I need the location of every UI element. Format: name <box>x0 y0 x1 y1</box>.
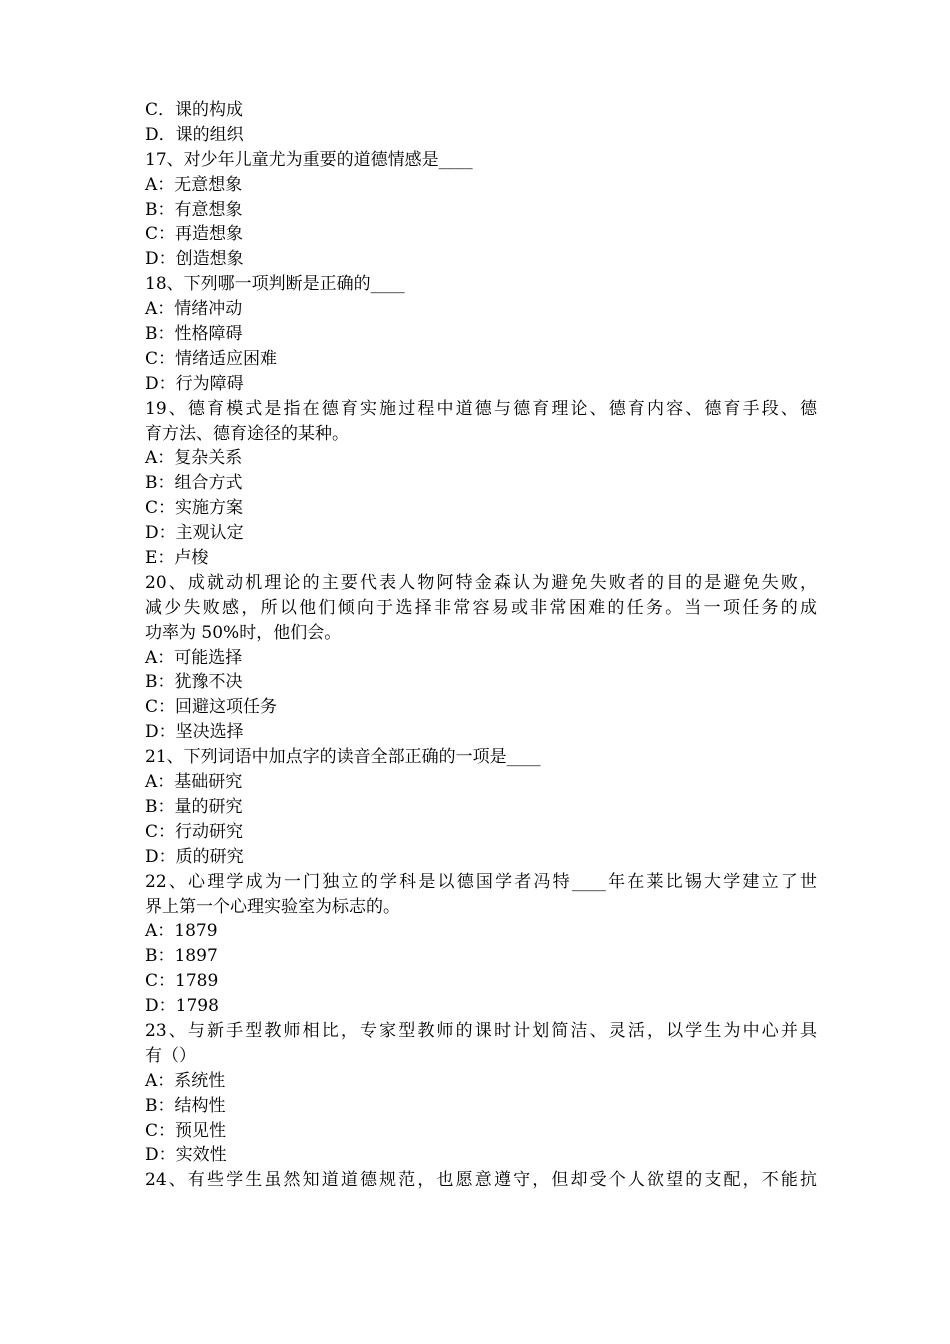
option-d-q19: D：主观认定 <box>145 523 244 544</box>
option-a-q21: A：基础研究 <box>145 772 243 793</box>
question-23-line-1: 23、与新手型教师相比，专家型教师的课时计划简洁、灵活，以学生为中心并具 <box>145 1020 817 1041</box>
option-b-q22: B：1897 <box>145 946 218 967</box>
option-b-q19: B：组合方式 <box>145 473 243 494</box>
option-b-q20: B：犹豫不决 <box>145 672 243 693</box>
option-b-q17: B：有意想象 <box>145 199 243 220</box>
option-d-q16: D．课的组织 <box>145 124 244 145</box>
document-page <box>145 98 817 1193</box>
option-c-q22: C：1789 <box>145 971 219 992</box>
option-a-q22: A：1879 <box>145 921 218 942</box>
option-a-q23: A：系统性 <box>145 1070 226 1091</box>
option-c-q23: C：预见性 <box>145 1120 227 1141</box>
option-c-q21: C：行动研究 <box>145 821 244 842</box>
question-20-line-1: 20、成就动机理论的主要代表人物阿特金森认为避免失败者的目的是避免失败， <box>145 572 817 593</box>
option-d-q21: D：质的研究 <box>145 846 244 867</box>
option-d-q20: D：坚决选择 <box>145 722 244 743</box>
option-c-q18: C：情绪适应困难 <box>145 348 278 369</box>
option-b-q21: B：量的研究 <box>145 796 243 817</box>
question-17: 17、对少年儿童尤为重要的道德情感是____ <box>145 149 473 170</box>
option-d-q22: D：1798 <box>145 996 219 1017</box>
option-b-q23: B：结构性 <box>145 1095 226 1116</box>
option-e-q19: E：卢梭 <box>145 548 209 569</box>
option-c-q17: C：再造想象 <box>145 224 244 245</box>
question-22-line-2: 界上第一个心理实验室为标志的。 <box>145 896 400 917</box>
option-a-q17: A：无意想象 <box>145 174 243 195</box>
option-a-q20: A：可能选择 <box>145 647 243 668</box>
option-a-q19: A：复杂关系 <box>145 448 243 469</box>
question-18: 18、下列哪一项判断是正确的____ <box>145 274 405 295</box>
question-20-line-3: 功率为 50%时，他们会。 <box>145 622 342 643</box>
option-d-q17: D：创造想象 <box>145 249 244 270</box>
question-20-line-2: 减少失败感，所以他们倾向于选择非常容易或非常困难的任务。当一项任务的成 <box>145 597 817 618</box>
question-23-line-2: 有（） <box>145 1045 196 1066</box>
question-22-line-1: 22、心理学成为一门独立的学科是以德国学者冯特____年在莱比锡大学建立了世 <box>145 871 817 892</box>
option-a-q18: A：情绪冲动 <box>145 299 243 320</box>
option-c-q19: C：实施方案 <box>145 498 244 519</box>
option-d-q23: D：实效性 <box>145 1145 227 1166</box>
option-d-q18: D：行为障碍 <box>145 373 244 394</box>
question-19-line-2: 育方法、德育途径的某种。 <box>145 423 349 444</box>
question-24-line-1: 24、有些学生虽然知道道德规范，也愿意遵守，但却受个人欲望的支配，不能抗 <box>145 1170 817 1191</box>
question-21: 21、下列词语中加点字的读音全部正确的一项是____ <box>145 747 541 768</box>
option-b-q18: B：性格障碍 <box>145 324 243 345</box>
question-19-line-1: 19、德育模式是指在德育实施过程中道德与德育理论、德育内容、德育手段、德 <box>145 398 817 419</box>
option-c-q16: C．课的构成 <box>145 100 244 120</box>
option-c-q20: C：回避这项任务 <box>145 697 278 718</box>
